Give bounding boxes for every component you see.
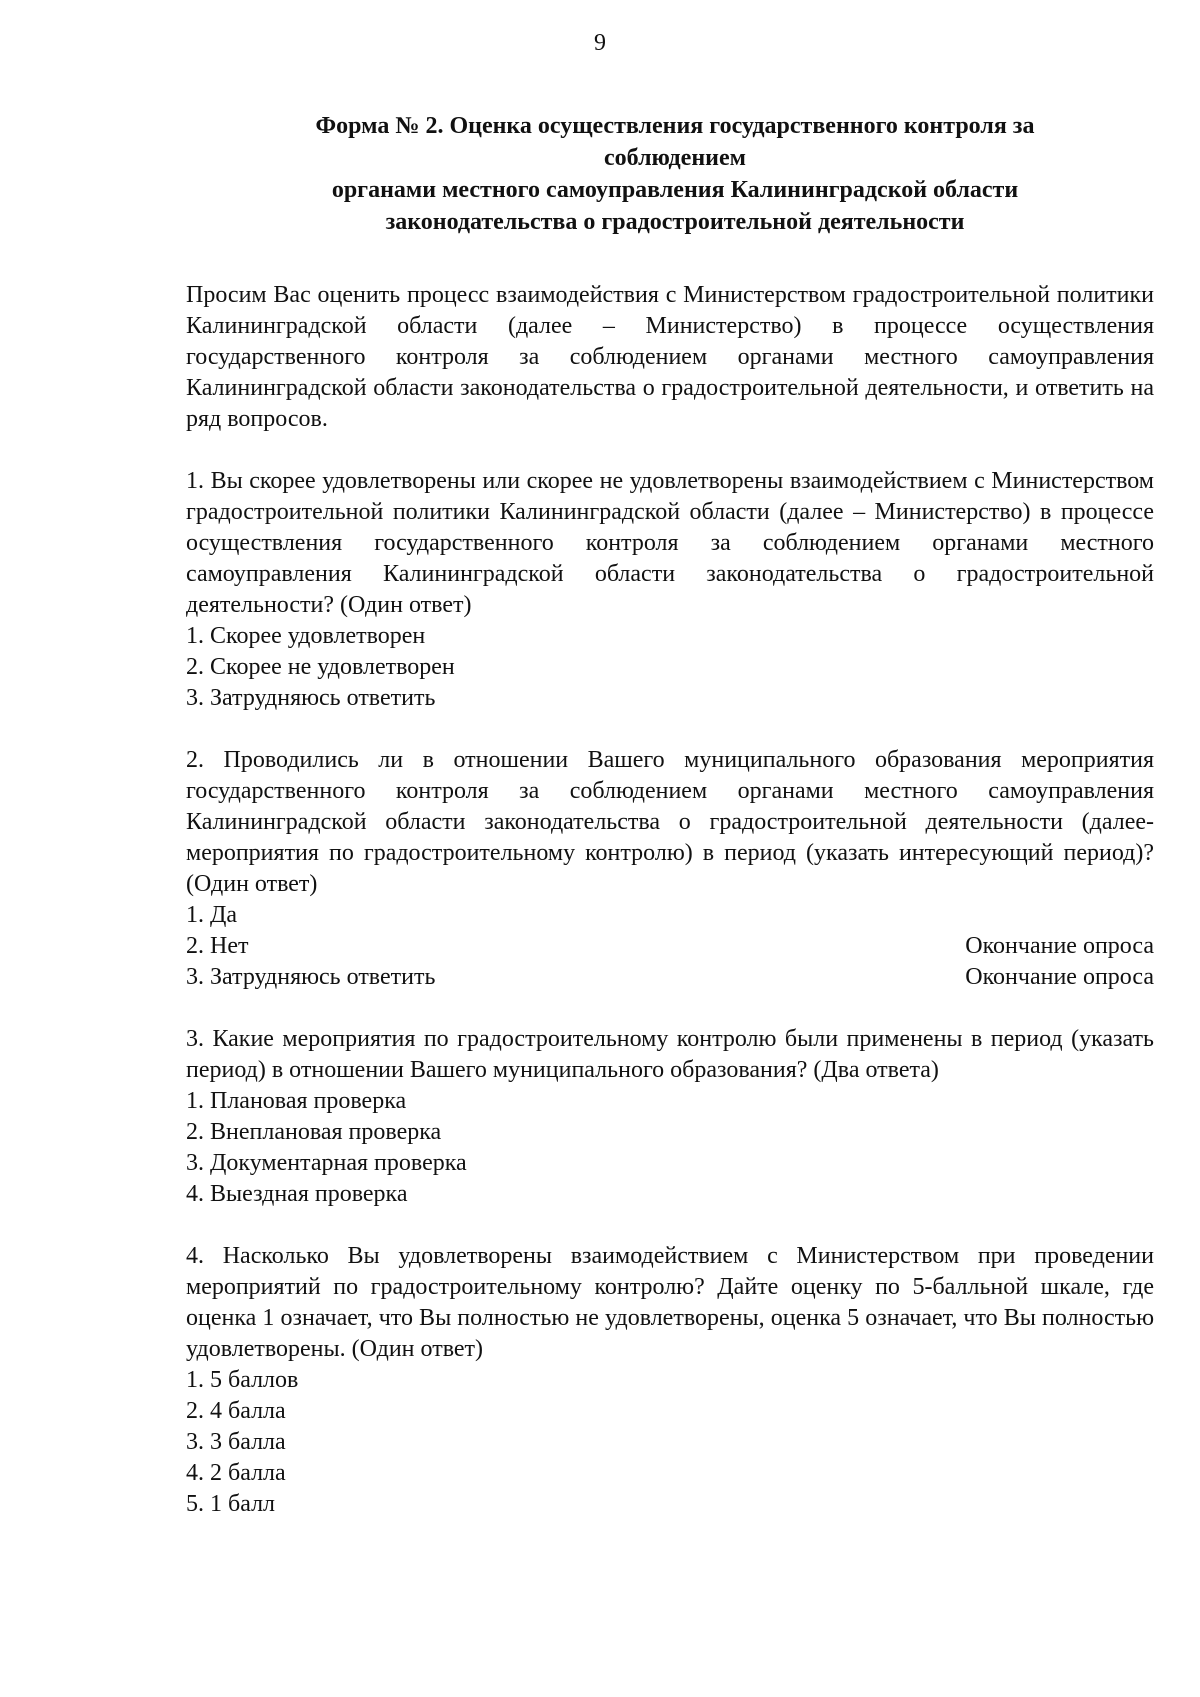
- answer-option-row: [186, 931, 1154, 962]
- question-1: [186, 466, 1154, 714]
- intro-paragraph: Просим Вас оценить процесс взаимодействия с Министерством градостроительной политики Калининградской области (далее – Министерство) в процессе осуществления государственного контроля за соблюдением органами местного самоуправления Калининградской области законодательства о градостроительной деятельности, и ответить на ряд вопросов.: [186, 282, 1154, 432]
- title-line: органами местного самоуправления Калининградской области: [331, 177, 1019, 203]
- question-text: 2. Проводились ли в отношении Вашего муниципального образования мероприятия государственного контроля за соблюдением органами местного самоуправления Калининградской области законодательства о градостроительной деятельности (далее- мероприятия по градостроительному контролю) в период (указать интересующий период)? (Один ответ): [186, 747, 1154, 897]
- form-title: [220, 110, 1130, 238]
- survey-content: [186, 280, 1154, 1551]
- answer-option: 1. Скорее удовлетворен: [186, 623, 426, 649]
- question-text: 4. Насколько Вы удовлетворены взаимодействием с Министерством при проведении мероприятий по градостроительному контролю? Дайте оценку по 5-балльной шкале, где оценка 1 означает, что Вы полностью не удовлетворены, оценка 5 означает, что Вы полностью удовлетворены. (Один ответ): [186, 1243, 1154, 1362]
- answer-option: 3. 3 балла: [186, 1429, 286, 1455]
- page-number: 9: [594, 30, 606, 56]
- answer-option: 2. Скорее не удовлетворен: [186, 654, 455, 680]
- title-line: соблюдением: [604, 145, 746, 171]
- answer-option: 4. 2 балла: [186, 1460, 286, 1486]
- answer-option: 4. Выездная проверка: [186, 1181, 408, 1207]
- answer-option: 5. 1 балл: [186, 1491, 276, 1517]
- answer-option: 2. Внеплановая проверка: [186, 1119, 442, 1145]
- question-text: 3. Какие мероприятия по градостроительному контролю были применены в период (указать период) в отношении Вашего муниципального образования? (Два ответа): [186, 1026, 1154, 1083]
- title-line: законодательства о градостроительной деятельности: [385, 209, 965, 235]
- answer-option: 3. Затрудняюсь ответить: [186, 685, 436, 711]
- intro-block: [186, 280, 1154, 435]
- question-text: 1. Вы скорее удовлетворены или скорее не удовлетворены взаимодействием с Министерством градостроительной политики Калининградской области (далее – Министерство) в процессе осуществления государственного контроля за соблюдением органами местного самоуправления Калининградской области законодательства о градостроительной деятельности? (Один ответ): [186, 468, 1154, 618]
- question-4: [186, 1241, 1154, 1520]
- answer-option: 2. 4 балла: [186, 1398, 286, 1424]
- end-of-survey-note: Окончание опроса: [965, 964, 1154, 990]
- answer-option: 3. Документарная проверка: [186, 1150, 467, 1176]
- title-line: Форма № 2. Оценка осуществления государственного контроля за: [315, 113, 1035, 139]
- question-3: [186, 1024, 1154, 1210]
- answer-option: 3. Затрудняюсь ответить: [186, 964, 436, 990]
- answer-option: 1. Да: [186, 902, 238, 928]
- answer-option: 1. Плановая проверка: [186, 1088, 407, 1114]
- answer-option: 2. Нет: [186, 933, 249, 959]
- answer-option: 1. 5 баллов: [186, 1367, 299, 1393]
- question-2: [186, 745, 1154, 993]
- end-of-survey-note: Окончание опроса: [965, 933, 1154, 959]
- answer-option-row: [186, 962, 1154, 993]
